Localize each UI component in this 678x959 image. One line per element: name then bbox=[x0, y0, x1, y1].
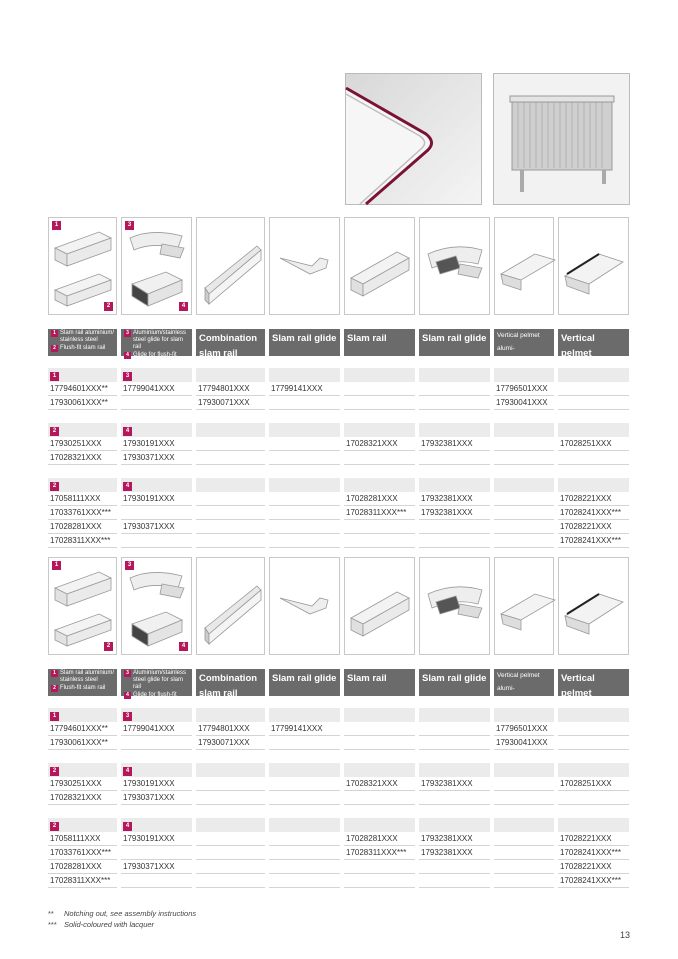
item-number-badge: 2 bbox=[50, 427, 59, 436]
article-number: 17930191XXX bbox=[121, 777, 192, 791]
article-number: 17028311XXX*** bbox=[48, 534, 117, 548]
product-drawing bbox=[196, 557, 265, 655]
article-number bbox=[269, 846, 340, 860]
item-number-badge: 3 bbox=[125, 561, 134, 570]
column-header-label: Slam rail glide bbox=[272, 673, 337, 684]
table-row bbox=[48, 860, 631, 874]
article-number bbox=[269, 832, 340, 846]
article-number bbox=[419, 534, 490, 548]
article-number: 17930371XXX bbox=[121, 451, 192, 465]
column-header bbox=[48, 329, 117, 356]
article-number bbox=[269, 874, 340, 888]
article-number bbox=[269, 451, 340, 465]
item-number-badge: 2 bbox=[104, 302, 113, 311]
article-number: 17028221XXX bbox=[558, 832, 629, 846]
column-header-label: Vertical pelmet bbox=[561, 673, 595, 699]
column-header-label: Vertical pelmet alumi-nium/stainless bbox=[497, 332, 540, 365]
item-number-badge: 1 bbox=[51, 330, 58, 337]
table-row bbox=[48, 382, 631, 396]
article-number bbox=[344, 396, 415, 410]
item-number-badge: 3 bbox=[123, 712, 132, 721]
product-drawing bbox=[344, 557, 415, 655]
article-number: 17028321XXX bbox=[344, 437, 415, 451]
column-header-label: Slam rail glide bbox=[272, 333, 337, 344]
article-number bbox=[344, 722, 415, 736]
table-row bbox=[48, 534, 631, 548]
article-number bbox=[494, 791, 554, 805]
article-number bbox=[494, 492, 554, 506]
article-number bbox=[494, 520, 554, 534]
article-number: 17028311XXX*** bbox=[344, 506, 415, 520]
article-number: 17799041XXX bbox=[121, 722, 192, 736]
product-drawing bbox=[48, 217, 117, 315]
article-number: 17028251XXX bbox=[558, 777, 629, 791]
article-number: 17028221XXX bbox=[558, 492, 629, 506]
product-table-section bbox=[48, 217, 631, 547]
column-header bbox=[558, 669, 629, 699]
column-header-label: Slam rail glide bbox=[422, 673, 487, 684]
item-number-badge: 1 bbox=[51, 670, 58, 677]
article-number: 17930371XXX bbox=[121, 791, 192, 805]
article-number bbox=[344, 736, 415, 750]
article-number bbox=[419, 791, 490, 805]
article-number: 17932381XXX bbox=[419, 437, 490, 451]
article-number: 17794601XXX** bbox=[48, 722, 117, 736]
product-table-section bbox=[48, 557, 631, 887]
article-number bbox=[196, 832, 265, 846]
footnote-mark: *** bbox=[48, 920, 57, 929]
item-number-badge: 4 bbox=[179, 642, 188, 651]
product-drawing bbox=[48, 557, 117, 655]
article-number bbox=[196, 874, 265, 888]
article-number: 17028281XXX bbox=[48, 860, 117, 874]
footnote-1 bbox=[48, 909, 196, 918]
article-number bbox=[269, 860, 340, 874]
article-number: 17028251XXX bbox=[558, 437, 629, 451]
article-number: 17930191XXX bbox=[121, 437, 192, 451]
item-number-badge: 1 bbox=[50, 712, 59, 721]
article-number bbox=[196, 520, 265, 534]
article-number: 17932381XXX bbox=[419, 832, 490, 846]
item-number-badge: 2 bbox=[50, 482, 59, 491]
article-number bbox=[344, 382, 415, 396]
column-header-label: Flush-fit slam rail bbox=[60, 345, 106, 351]
column-header bbox=[196, 669, 265, 699]
table-row bbox=[48, 451, 631, 465]
table-row bbox=[48, 520, 631, 534]
product-drawing bbox=[494, 557, 554, 655]
article-number: 17058111XXX bbox=[48, 492, 117, 506]
article-number bbox=[344, 860, 415, 874]
column-header bbox=[269, 329, 340, 356]
article-number bbox=[196, 534, 265, 548]
item-number-badge: 3 bbox=[124, 330, 131, 337]
footnote-mark: ** bbox=[48, 909, 54, 918]
article-number: 17058111XXX bbox=[48, 832, 117, 846]
article-number bbox=[196, 791, 265, 805]
article-number: 17028241XXX*** bbox=[558, 846, 629, 860]
article-number bbox=[269, 791, 340, 805]
article-number bbox=[344, 874, 415, 888]
article-number bbox=[419, 736, 490, 750]
column-header bbox=[121, 669, 192, 705]
item-number-badge: 2 bbox=[50, 767, 59, 776]
article-number: 17799141XXX bbox=[269, 382, 340, 396]
product-drawing bbox=[494, 217, 554, 315]
column-header-label: Slam rail aluminium/ stainless steel bbox=[60, 330, 115, 343]
column-header bbox=[121, 329, 192, 365]
article-number: 17028321XXX bbox=[344, 777, 415, 791]
column-header-label: Glide for flush-fit slam rail bbox=[133, 352, 177, 365]
article-number bbox=[121, 736, 192, 750]
column-header bbox=[494, 329, 554, 365]
table-row bbox=[48, 832, 631, 846]
article-number bbox=[419, 860, 490, 874]
article-number bbox=[121, 846, 192, 860]
article-number: 17028241XXX*** bbox=[558, 506, 629, 520]
column-header-label: Vertical pelmet alumi-nium/stainless bbox=[497, 672, 540, 705]
item-number-badge: 4 bbox=[123, 482, 132, 491]
article-number: 17028241XXX*** bbox=[558, 534, 629, 548]
item-number-badge: 3 bbox=[125, 221, 134, 230]
product-drawing bbox=[196, 217, 265, 315]
article-number bbox=[494, 534, 554, 548]
product-drawing bbox=[558, 217, 629, 315]
article-number bbox=[419, 520, 490, 534]
group-badge-row bbox=[48, 423, 631, 437]
group-badge-row bbox=[48, 763, 631, 777]
article-number: 17930371XXX bbox=[121, 860, 192, 874]
product-drawing bbox=[121, 557, 192, 655]
article-number bbox=[269, 534, 340, 548]
column-header-label: Vertical pelmet bbox=[561, 333, 595, 359]
article-number bbox=[196, 860, 265, 874]
column-header bbox=[269, 669, 340, 696]
group-badge-row bbox=[48, 818, 631, 832]
article-number: 17799141XXX bbox=[269, 722, 340, 736]
table-row bbox=[48, 437, 631, 451]
article-number bbox=[494, 860, 554, 874]
article-number bbox=[494, 437, 554, 451]
article-number bbox=[121, 506, 192, 520]
cabinet-photo bbox=[493, 73, 630, 205]
article-number: 17028281XXX bbox=[48, 520, 117, 534]
item-number-badge: 1 bbox=[50, 372, 59, 381]
item-number-badge: 4 bbox=[123, 822, 132, 831]
product-drawing bbox=[121, 217, 192, 315]
article-number: 17799041XXX bbox=[121, 382, 192, 396]
column-header-label: Flush-fit slam rail bbox=[60, 685, 106, 691]
article-number: 17028321XXX bbox=[48, 451, 117, 465]
article-number bbox=[269, 506, 340, 520]
article-number bbox=[269, 492, 340, 506]
footnote-text: Solid-coloured with lacquer bbox=[64, 920, 155, 929]
item-number-badge: 4 bbox=[124, 352, 131, 359]
article-number bbox=[558, 382, 629, 396]
table-row bbox=[48, 777, 631, 791]
article-number bbox=[344, 791, 415, 805]
group-badge-row bbox=[48, 368, 631, 382]
footnote-text: Notching out, see assembly instructions bbox=[64, 909, 197, 918]
article-number: 17794601XXX** bbox=[48, 382, 117, 396]
column-header bbox=[419, 329, 490, 356]
article-number: 17930061XXX** bbox=[48, 396, 117, 410]
item-number-badge: 1 bbox=[52, 221, 61, 230]
article-number bbox=[494, 874, 554, 888]
article-number bbox=[419, 722, 490, 736]
article-number bbox=[269, 437, 340, 451]
column-header-label: Combination slam rail bbox=[199, 333, 258, 359]
article-number: 17028281XXX bbox=[344, 492, 415, 506]
article-number bbox=[196, 506, 265, 520]
product-drawing bbox=[558, 557, 629, 655]
article-number: 17028321XXX bbox=[48, 791, 117, 805]
article-number: 17930251XXX bbox=[48, 437, 117, 451]
article-number bbox=[494, 506, 554, 520]
article-number: 17932381XXX bbox=[419, 846, 490, 860]
article-number: 17033761XXX*** bbox=[48, 846, 117, 860]
article-number: 17932381XXX bbox=[419, 777, 490, 791]
article-number: 17930371XXX bbox=[121, 520, 192, 534]
article-number bbox=[196, 451, 265, 465]
article-number: 17930071XXX bbox=[196, 396, 265, 410]
article-number bbox=[196, 846, 265, 860]
article-number bbox=[494, 846, 554, 860]
footnote-2 bbox=[48, 920, 154, 929]
column-header bbox=[419, 669, 490, 696]
article-number: 17930071XXX bbox=[196, 736, 265, 750]
article-number: 17930061XXX** bbox=[48, 736, 117, 750]
column-header bbox=[344, 669, 415, 696]
item-number-badge: 2 bbox=[50, 822, 59, 831]
article-number bbox=[419, 874, 490, 888]
page-number: 13 bbox=[619, 930, 630, 940]
table-row bbox=[48, 396, 631, 410]
article-number: 17794801XXX bbox=[196, 382, 265, 396]
product-drawing bbox=[419, 217, 490, 315]
item-number-badge: 2 bbox=[104, 642, 113, 651]
article-number: 17028221XXX bbox=[558, 520, 629, 534]
item-number-badge: 4 bbox=[123, 427, 132, 436]
article-number: 17028281XXX bbox=[344, 832, 415, 846]
item-number-badge: 2 bbox=[51, 345, 58, 352]
article-number: 17932381XXX bbox=[419, 492, 490, 506]
table-row bbox=[48, 791, 631, 805]
article-number bbox=[344, 520, 415, 534]
column-header-label: Slam rail glide bbox=[422, 333, 487, 344]
column-header-label: Slam rail aluminium/ stainless steel bbox=[60, 670, 115, 683]
item-number-badge: 4 bbox=[179, 302, 188, 311]
item-number-badge: 1 bbox=[52, 561, 61, 570]
item-number-badge: 4 bbox=[123, 767, 132, 776]
article-number bbox=[121, 534, 192, 548]
article-number bbox=[494, 777, 554, 791]
table-row bbox=[48, 736, 631, 750]
item-number-badge: 4 bbox=[124, 692, 131, 699]
article-number bbox=[494, 451, 554, 465]
article-number bbox=[419, 396, 490, 410]
column-header-label: Slam rail bbox=[347, 673, 387, 684]
column-header bbox=[558, 329, 629, 359]
column-header-label: Combination slam rail bbox=[199, 673, 258, 699]
article-number: 17930191XXX bbox=[121, 492, 192, 506]
article-number: 17028241XXX*** bbox=[558, 874, 629, 888]
article-number: 17930251XXX bbox=[48, 777, 117, 791]
article-number: 17932381XXX bbox=[419, 506, 490, 520]
article-number: 17794801XXX bbox=[196, 722, 265, 736]
article-number bbox=[419, 382, 490, 396]
article-number: 17930041XXX bbox=[494, 736, 554, 750]
article-number: 17796501XXX bbox=[494, 382, 554, 396]
table-row bbox=[48, 722, 631, 736]
article-number: 17028221XXX bbox=[558, 860, 629, 874]
column-header-label: Aluminium/stainless steel glide for slam rail bbox=[133, 670, 187, 690]
article-number: 17028311XXX*** bbox=[48, 874, 117, 888]
article-number bbox=[558, 736, 629, 750]
article-number bbox=[121, 874, 192, 888]
article-number: 17930191XXX bbox=[121, 832, 192, 846]
article-number bbox=[419, 451, 490, 465]
table-row bbox=[48, 492, 631, 506]
product-drawing bbox=[344, 217, 415, 315]
article-number bbox=[558, 396, 629, 410]
article-number: 17033761XXX*** bbox=[48, 506, 117, 520]
article-number bbox=[196, 437, 265, 451]
column-header-label: Glide for flush-fit slam rail bbox=[133, 692, 177, 705]
group-badge-row bbox=[48, 478, 631, 492]
article-number bbox=[196, 777, 265, 791]
product-drawing bbox=[269, 217, 340, 315]
column-header-label: Slam rail bbox=[347, 333, 387, 344]
item-number-badge: 2 bbox=[51, 685, 58, 692]
article-number bbox=[269, 396, 340, 410]
article-number bbox=[558, 451, 629, 465]
group-badge-row bbox=[48, 708, 631, 722]
corner-detail-photo bbox=[345, 73, 482, 205]
article-number bbox=[121, 396, 192, 410]
column-header bbox=[196, 329, 265, 359]
column-header-label: Aluminium/stainless steel glide for slam rail bbox=[133, 330, 187, 350]
item-number-badge: 3 bbox=[124, 670, 131, 677]
article-number bbox=[344, 534, 415, 548]
table-row bbox=[48, 506, 631, 520]
article-number bbox=[344, 451, 415, 465]
table-row bbox=[48, 846, 631, 860]
column-header bbox=[494, 669, 554, 705]
article-number bbox=[269, 736, 340, 750]
table-row bbox=[48, 874, 631, 888]
item-number-badge: 3 bbox=[123, 372, 132, 381]
article-number: 17028311XXX*** bbox=[344, 846, 415, 860]
article-number bbox=[269, 520, 340, 534]
article-number bbox=[269, 777, 340, 791]
article-number bbox=[196, 492, 265, 506]
product-drawing bbox=[419, 557, 490, 655]
product-drawing bbox=[269, 557, 340, 655]
column-header bbox=[344, 329, 415, 356]
article-number bbox=[494, 832, 554, 846]
column-header bbox=[48, 669, 117, 696]
article-number bbox=[558, 722, 629, 736]
article-number: 17930041XXX bbox=[494, 396, 554, 410]
article-number: 17796501XXX bbox=[494, 722, 554, 736]
article-number bbox=[558, 791, 629, 805]
